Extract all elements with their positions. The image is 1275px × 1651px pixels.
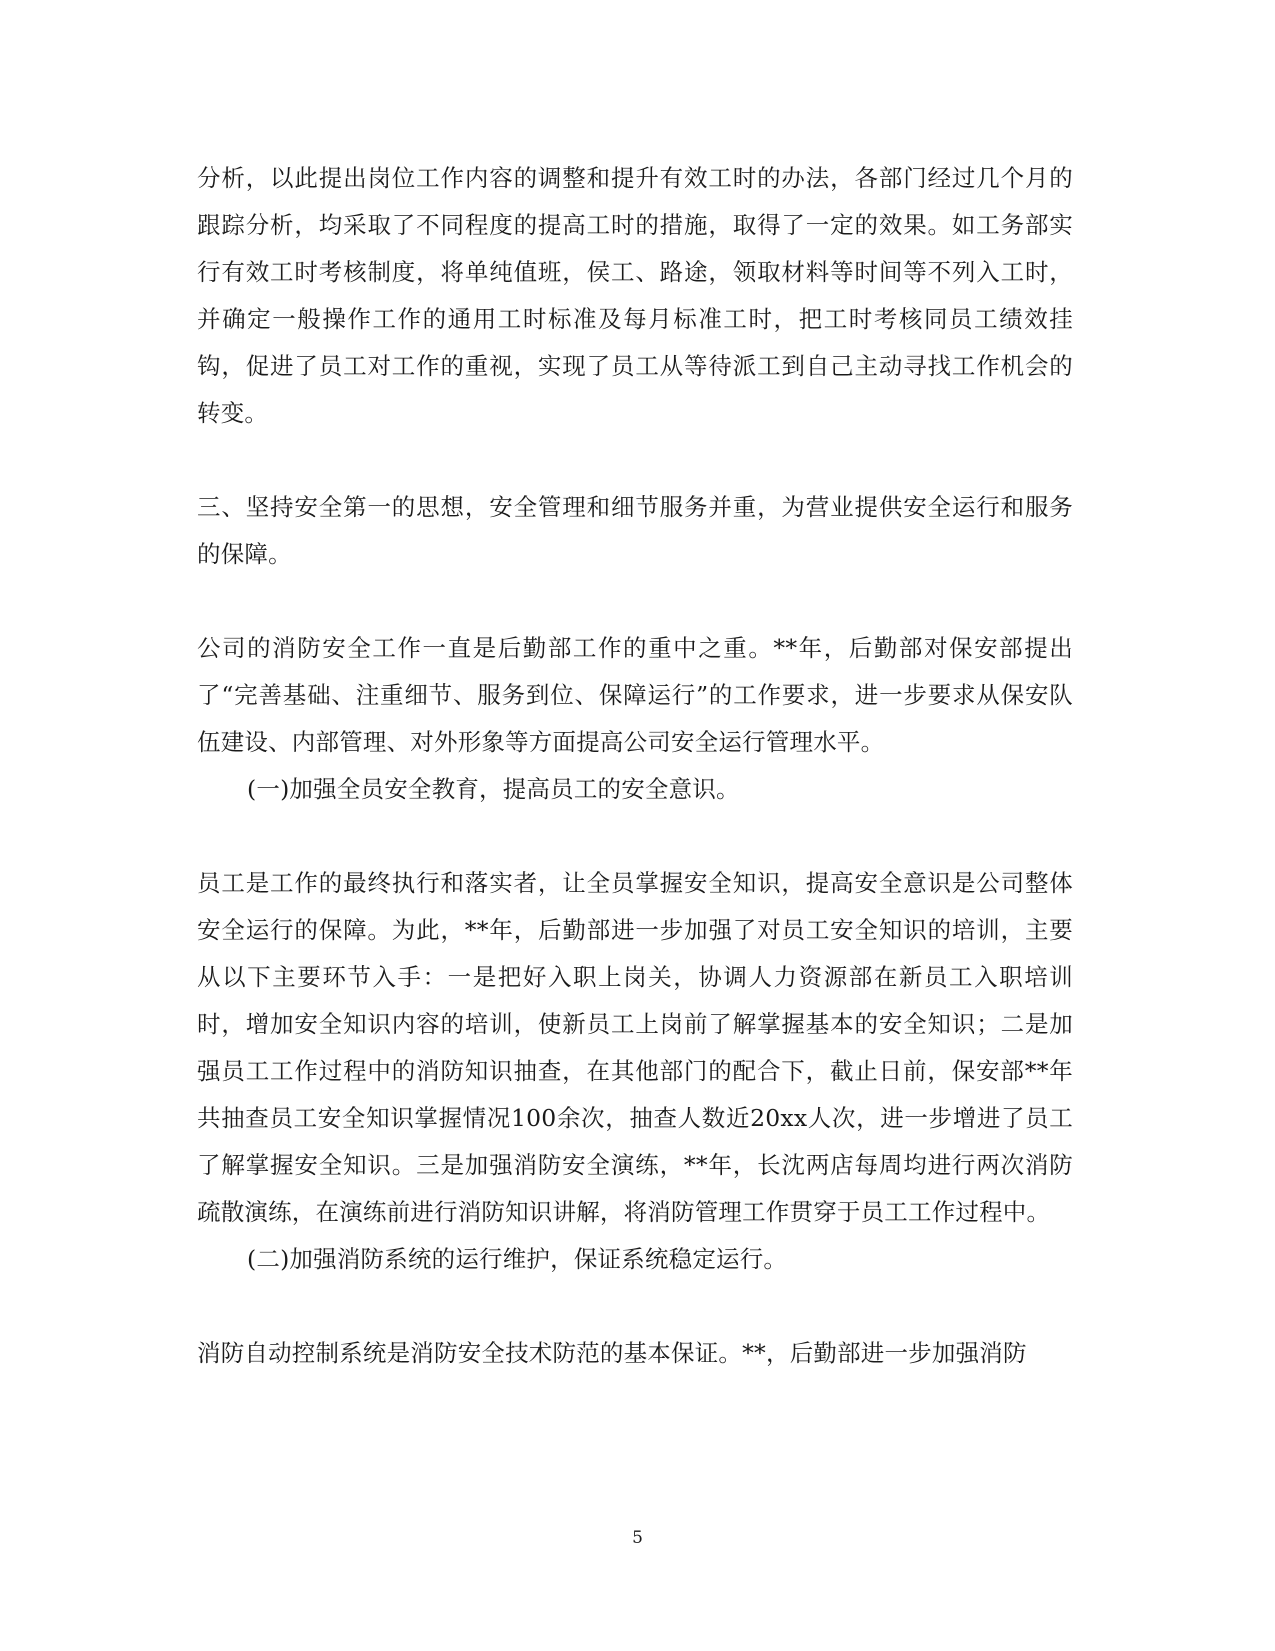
paragraph-fire-control: 消防自动控制系统是消防安全技术防范的基本保证。**，后勤部进一步加强消防 bbox=[197, 1339, 1027, 1367]
paragraph-gap bbox=[197, 813, 1073, 860]
page-number: 5 bbox=[632, 1528, 643, 1548]
subheading-safety-education: (一)加强全员安全教育，提高员工的安全意识。 bbox=[247, 775, 740, 803]
section-heading-safety: 三、坚持安全第一的思想，安全管理和细节服务并重，为营业提供安全运行和服务的保障。 bbox=[197, 493, 1073, 568]
subheading-fire-system: (二)加强消防系统的运行维护，保证系统稳定运行。 bbox=[247, 1245, 788, 1273]
paragraph-gap bbox=[197, 1283, 1073, 1330]
paragraph-safety-training: 员工是工作的最终执行和落实者，让全员掌握安全知识，提高安全意识是公司整体安全运行的保障。为此，**年，后勤部进一步加强了对员工安全知识的培训，主要从以下主要环节入手：一是把好入职上岗关，协调人力资源部在新员工入职培训时，增加安全知识内容的培训，使新员工上岗前了解掌握基本的安全知识；二是加强员工工作过程中的消防知识抽查，在其他部门的配合下，截止日前，保安部**年共抽查员工安全知识掌握情况100余次，抽查人数近20xx人次，进一步增进了员工了解掌握安全知识。三是加强消防安全演练，**年，长沈两店每周均进行两次消防疏散演练，在演练前进行消防知识讲解，将消防管理工作贯穿于员工工作过程中。 bbox=[197, 869, 1073, 1226]
document-body bbox=[197, 155, 1073, 1377]
paragraph-gap bbox=[197, 578, 1073, 625]
paragraph-work-hours: 分析，以此提出岗位工作内容的调整和提升有效工时的办法，各部门经过几个月的跟踪分析，均采取了不同程度的提高工时的措施，取得了一定的效果。如工务部实行有效工时考核制度，将单纯值班，侯工、路途，领取材料等时间等不列入工时，并确定一般操作工作的通用工时标准及每月标准工时，把工时考核同员工绩效挂钩，促进了员工对工作的重视，实现了员工从等待派工到自己主动寻找工作机会的转变。 bbox=[197, 164, 1073, 427]
paragraph-fire-safety: 公司的消防安全工作一直是后勤部工作的重中之重。**年，后勤部对保安部提出了“完善基础、注重细节、服务到位、保障运行”的工作要求，进一步要求从保安队伍建设、内部管理、对外形象等方面提高公司安全运行管理水平。 bbox=[197, 634, 1073, 756]
paragraph-gap bbox=[197, 437, 1073, 484]
